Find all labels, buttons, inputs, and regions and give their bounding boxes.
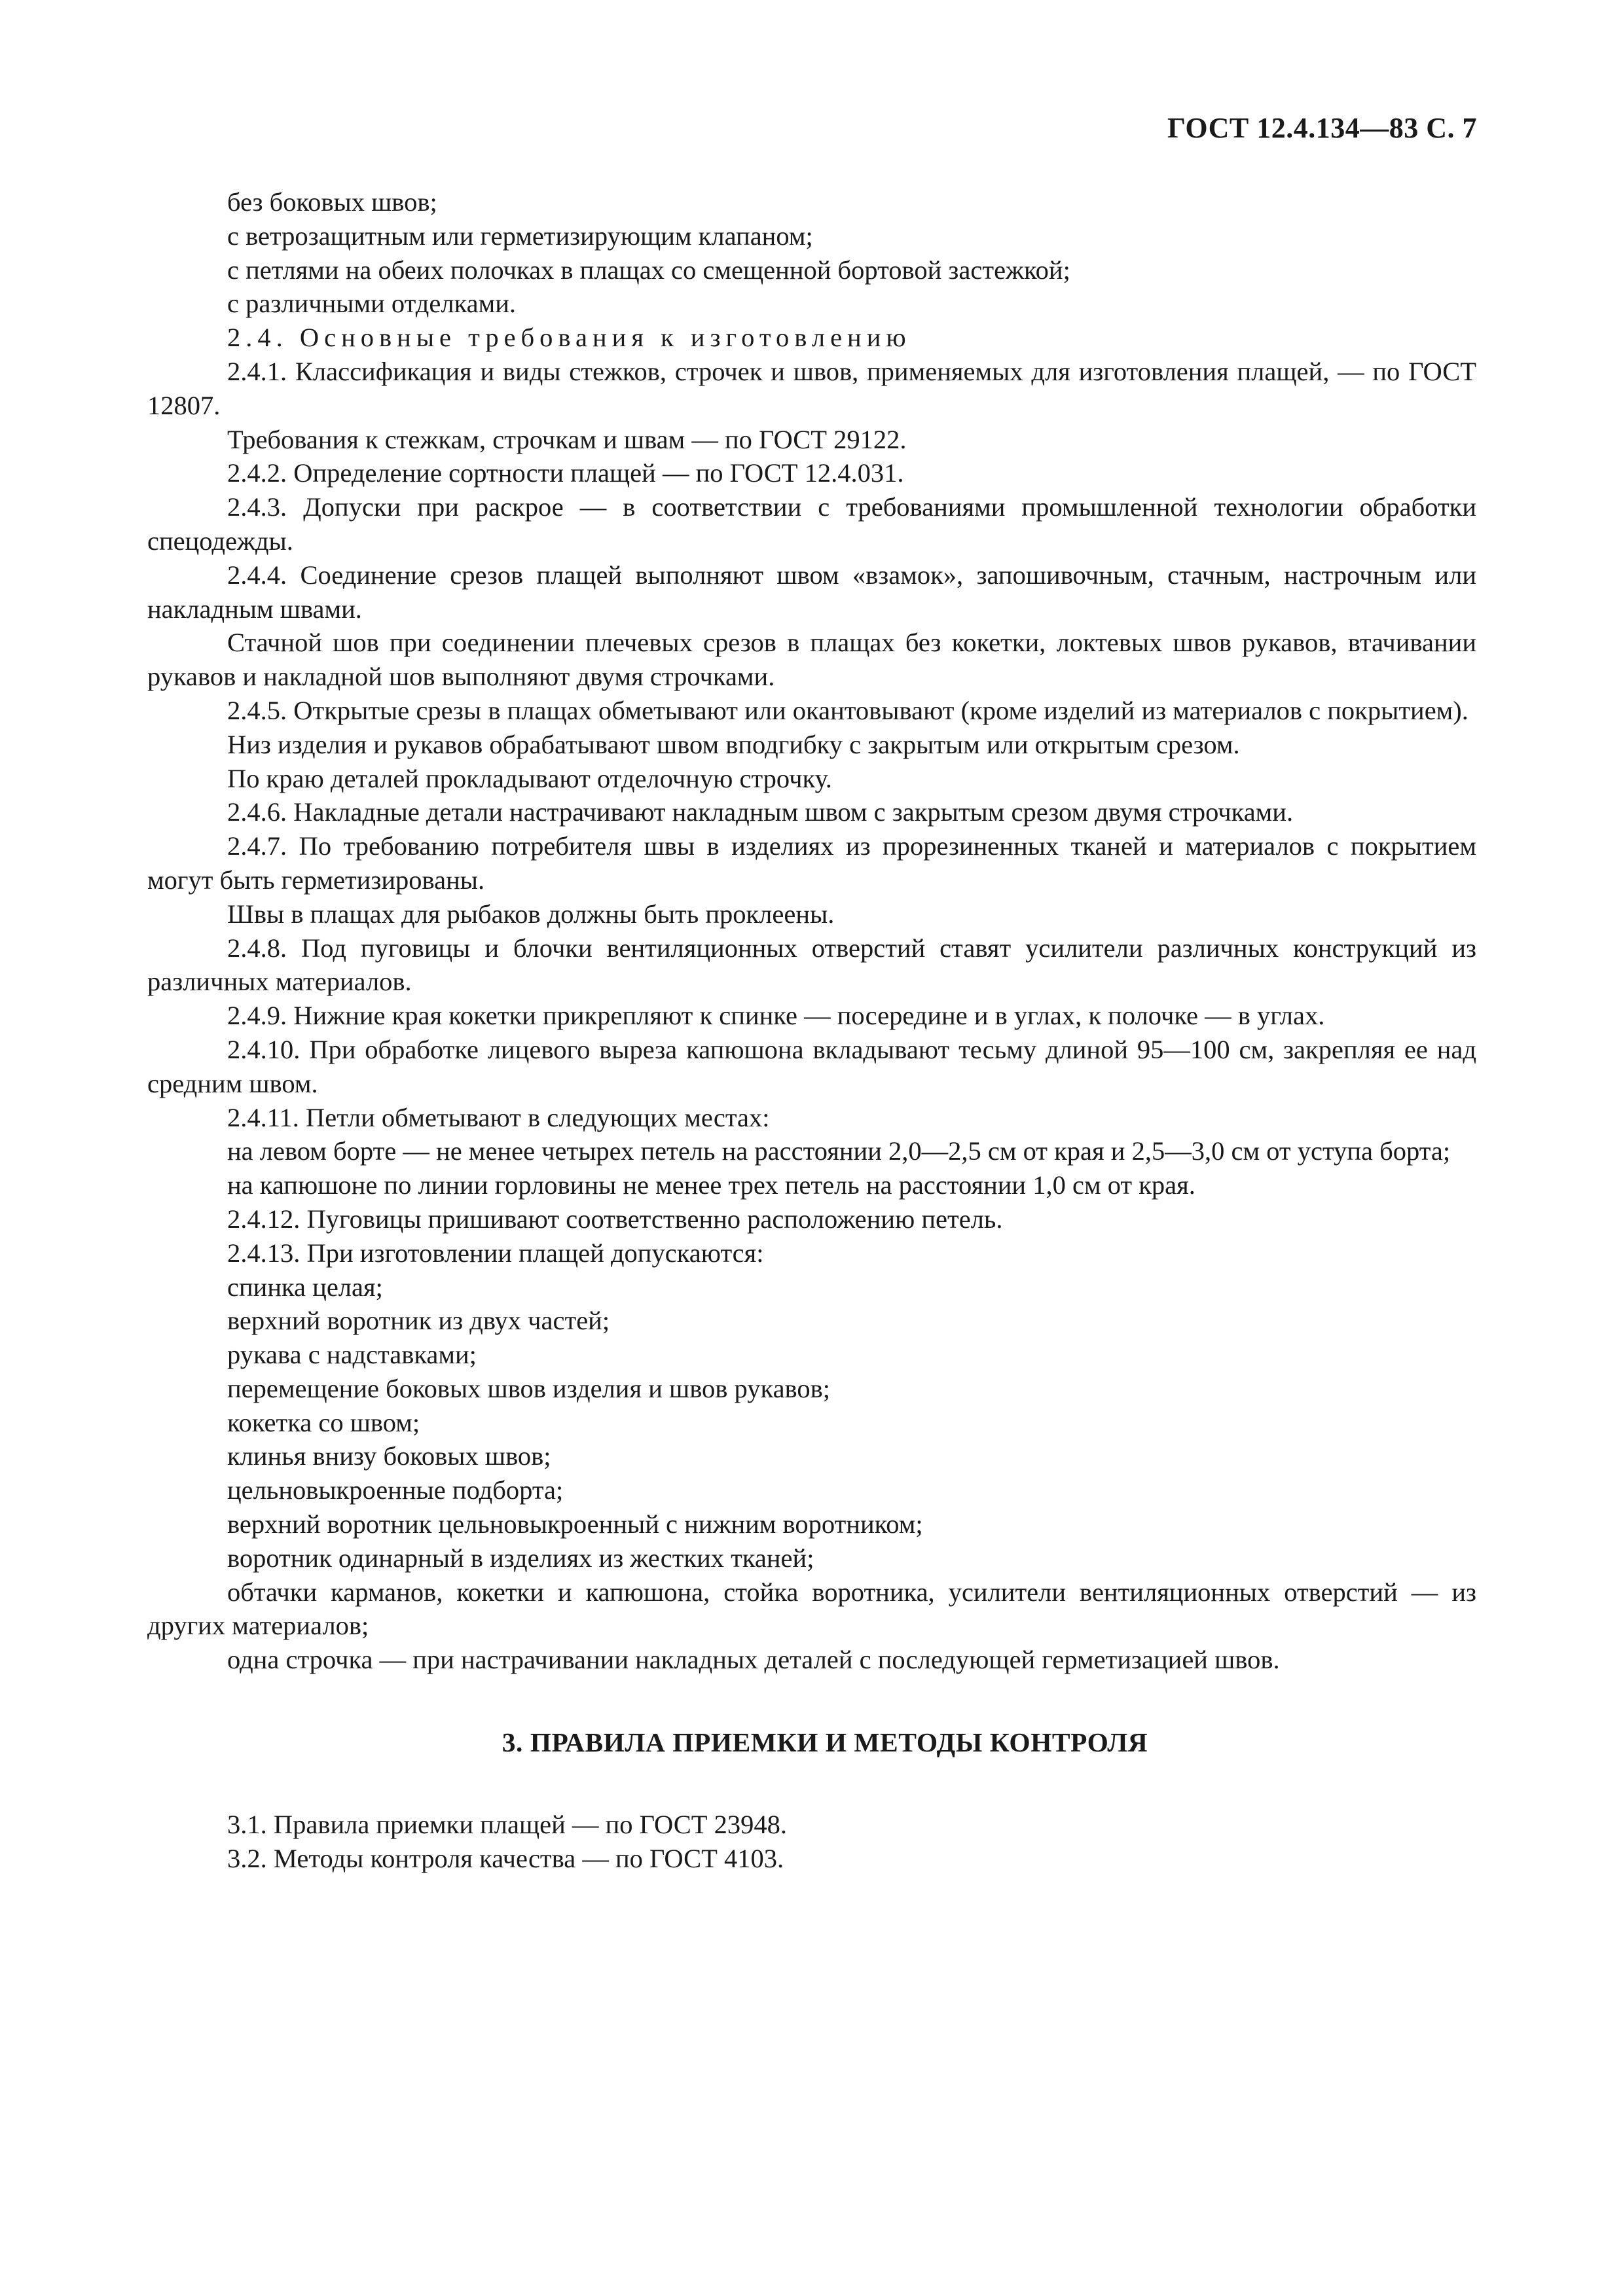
paragraph: на капюшоне по линии горловины не менее трех петель на расстоянии 1,0 см от края.	[227, 1170, 1195, 1200]
paragraph: 2.4.12. Пуговицы пришивают соответственно расположению петель.	[227, 1204, 1003, 1234]
paragraph: на левом борте — не менее четырех петель на расстоянии 2,0—2,5 см от края и 2,5—3,0 см от уступа борта;	[227, 1136, 1451, 1166]
list-item: спинка целая;	[227, 1272, 383, 1302]
list-item: одна строчка — при настрачивании накладных деталей с последующей герметизацией швов.	[227, 1645, 1280, 1675]
paragraph: 2.4.8. Под пуговицы и блочки вентиляционных отверстий ставят усилители различных конструкций из различных материалов.	[147, 933, 1476, 997]
paragraph: 2.4.6. Накладные детали настрачивают накладным швом с закрытым срезом двумя строчками.	[227, 797, 1294, 827]
paragraph: 2.4.5. Открытые срезы в плащах обметывают или окантовывают (кроме изделий из материалов с покрытием).	[227, 695, 1468, 725]
list-item: верхний воротник из двух частей;	[227, 1306, 610, 1336]
list-item: воротник одинарный в изделиях из жестких тканей;	[227, 1543, 814, 1573]
paragraph: 2.4.3. Допуски при раскрое — в соответствии с требованиями промышленной технологии обработки спецодежды.	[147, 492, 1476, 556]
paragraph: 2.4.10. При обработке лицевого выреза капюшона вкладывают тесьму длиной 95—100 см, закрепляя ее над средним швом.	[147, 1034, 1476, 1098]
paragraph: 2.4.9. Нижние края кокетки прикрепляют к спинке — посередине и в углах, к полочке — в углах.	[227, 1001, 1325, 1031]
paragraph: По краю деталей прокладывают отделочную строчку.	[227, 763, 832, 793]
document-body	[147, 185, 1476, 1875]
subsection-heading: 2.4. Основные требования к изготовлению	[227, 323, 911, 353]
list-item: перемещение боковых швов изделия и швов рукавов;	[227, 1373, 831, 1403]
list-item: цельновыкроенные подборта;	[227, 1475, 564, 1505]
paragraph: 2.4.2. Определение сортности плащей — по ГОСТ 12.4.031.	[227, 458, 904, 488]
list-item: обтачки карманов, кокетки и капюшона, стойка воротника, усилители вентиляционных отверстий — из других материалов;	[147, 1577, 1476, 1641]
paragraph: 2.4.13. При изготовлении плащей допускаются:	[227, 1238, 764, 1268]
paragraph: с различными отделками.	[227, 289, 517, 319]
paragraph: без боковых швов;	[227, 187, 437, 217]
section-3-title: 3. ПРАВИЛА ПРИЕМКИ И МЕТОДЫ КОНТРОЛЯ	[501, 1727, 1148, 1758]
page-header-doc-ref: ГОСТ 12.4.134—83 С. 7	[1167, 112, 1477, 144]
paragraph: с петлями на обеих полочках в плащах со смещенной бортовой застежкой;	[227, 255, 1070, 285]
paragraph: Требования к стежкам, строчкам и швам — по ГОСТ 29122.	[227, 424, 907, 454]
paragraph: 3.1. Правила приемки плащей — по ГОСТ 23948.	[227, 1809, 788, 1839]
paragraph: Стачной шов при соединении плечевых срезов в плащах без кокетки, локтевых швов рукавов, втачивании рукавов и накладной шов выполняют двумя строчками.	[147, 628, 1476, 692]
paragraph: 2.4.11. Петли обметывают в следующих местах:	[227, 1102, 770, 1132]
paragraph: с ветрозащитным или герметизирующим клапаном;	[227, 221, 813, 251]
paragraph: 2.4.4. Соединение срезов плащей выполняют швом «взамок», запошивочным, стачным, настрочным или накладным швами.	[147, 560, 1476, 624]
list-item: рукава с надставками;	[227, 1340, 477, 1370]
paragraph: Швы в плащах для рыбаков должны быть проклеены.	[227, 899, 835, 929]
list-item: кокетка со швом;	[227, 1407, 420, 1437]
list-item: верхний воротник цельновыкроенный с нижним воротником;	[227, 1509, 923, 1539]
paragraph: 2.4.1. Классификация и виды стежков, строчек и швов, применяемых для изготовления плащей, — по ГОСТ 12807.	[147, 356, 1476, 420]
paragraph: Низ изделия и рукавов обрабатывают швом вподгибку с закрытым или открытым срезом.	[227, 729, 1240, 759]
paragraph: 2.4.7. По требованию потребителя швы в изделиях из прорезиненных тканей и материалов с покрытием могут быть герметизированы.	[147, 831, 1476, 895]
paragraph: 3.2. Методы контроля качества — по ГОСТ 4103.	[227, 1843, 784, 1873]
list-item: клинья внизу боковых швов;	[227, 1441, 551, 1471]
